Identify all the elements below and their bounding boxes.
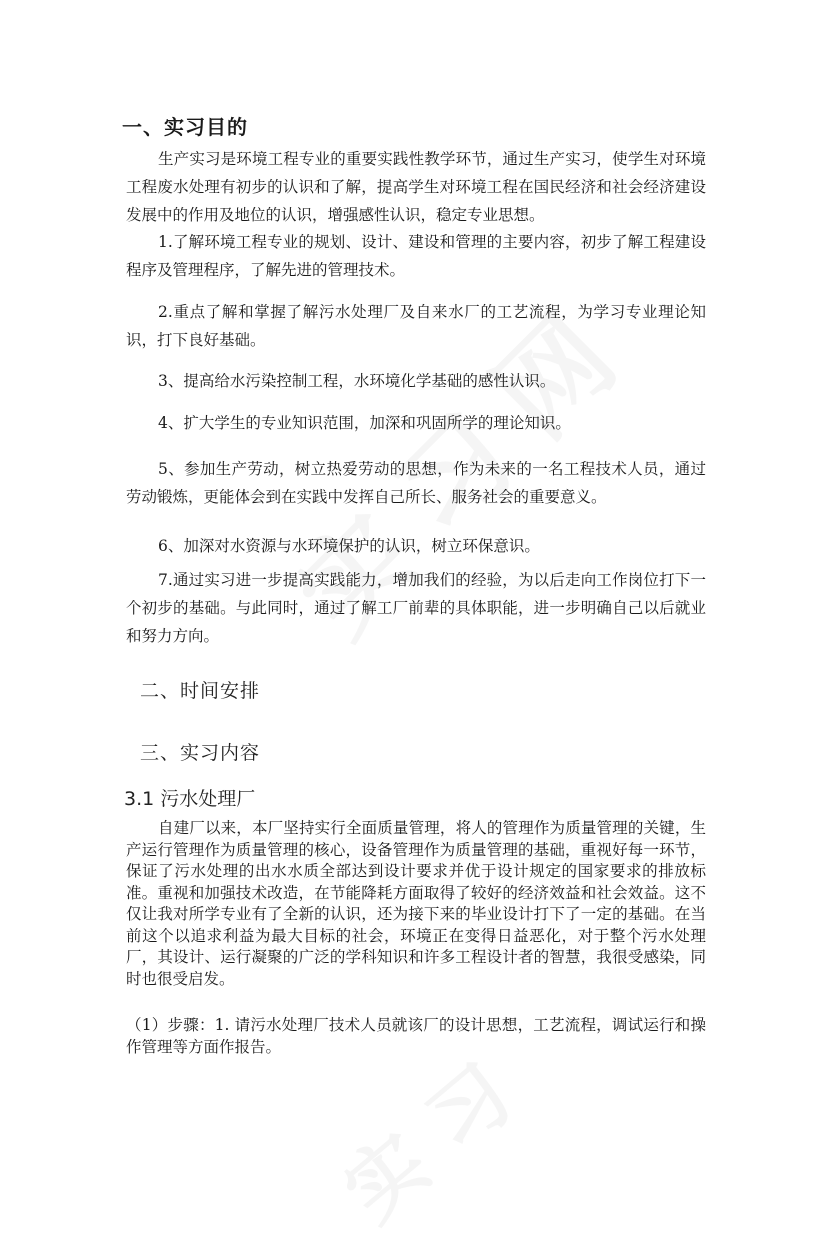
intro-paragraph: 生产实习是环境工程专业的重要实践性教学环节，通过生产实习，使学生对环境工程废水处理有初步的认识和了解，提高学生对环境工程在国民经济和社会经济建设发展中的作用及地位的认识，增强感性认识，稳定专业思想。 bbox=[126, 150, 706, 224]
purpose-item-7: 7.通过实习进一步提高实践能力，增加我们的经验，为以后走向工作岗位打下一个初步的基础。与此同时，通过了解工厂前辈的具体职能，进一步明确自己以后就业和努力方向。 bbox=[126, 571, 706, 645]
section-title-schedule: 二、时间安排 bbox=[140, 680, 261, 702]
section-title-content: 三、实习内容 bbox=[140, 742, 261, 764]
subsection-title-sewage-plant: 3.1 污水处理厂 bbox=[124, 788, 256, 810]
purpose-item-4: 4、扩大学生的专业知识范围，加深和巩固所学的理论知识。 bbox=[158, 414, 571, 432]
watermark-bottom bbox=[315, 1033, 533, 1242]
purpose-item-1: 1.了解环境工程专业的规划、设计、建设和管理的主要内容，初步了解工程建设程序及管理程序，了解先进的管理技术。 bbox=[126, 233, 706, 279]
purpose-item-6: 6、加深对水资源与水环境保护的认识，树立环保意识。 bbox=[158, 537, 540, 555]
purpose-item-2: 2.重点了解和掌握了解污水处理厂及自来水厂的工艺流程，为学习专业理论知识，打下良好基础。 bbox=[126, 303, 706, 349]
purpose-item-5: 5、参加生产劳动，树立热爱劳动的思想，作为未来的一名工程技术人员，通过劳动锻炼，更能体会到在实践中发挥自己所长、服务社会的重要意义。 bbox=[126, 460, 706, 506]
section-title-purpose: 一、实习目的 bbox=[122, 115, 248, 139]
purpose-item-3: 3、提高给水污染控制工程，水环境化学基础的感性认识。 bbox=[158, 372, 556, 390]
step-1-paragraph: （1）步骤：1. 请污水处理厂技术人员就该厂的设计思想，工艺流程，调试运行和操作管理等方面作报告。 bbox=[126, 1016, 706, 1056]
sewage-plant-paragraph: 自建厂以来，本厂坚持实行全面质量管理，将人的管理作为质量管理的关键，生产运行管理作为质量管理的核心，设备管理作为质量管理的基础，重视好每一环节，保证了污水处理的出水水质全部达到设计要求并优于设计规定的国家要求的排放标准。重视和加强技术改造，在节能降耗方面取得了较好的经济效益和社会效益。这不仅让我对所学专业有了全新的认识，还为接下来的毕业设计打下了一定的基础。在当前这个以追求利益为最大目标的社会，环境正在变得日益恶化，对于整个污水处理厂，其设计、运行凝聚的广泛的学科知识和许多工程设计者的智慧，我很受感染，同时也很受启发。 bbox=[126, 819, 706, 988]
